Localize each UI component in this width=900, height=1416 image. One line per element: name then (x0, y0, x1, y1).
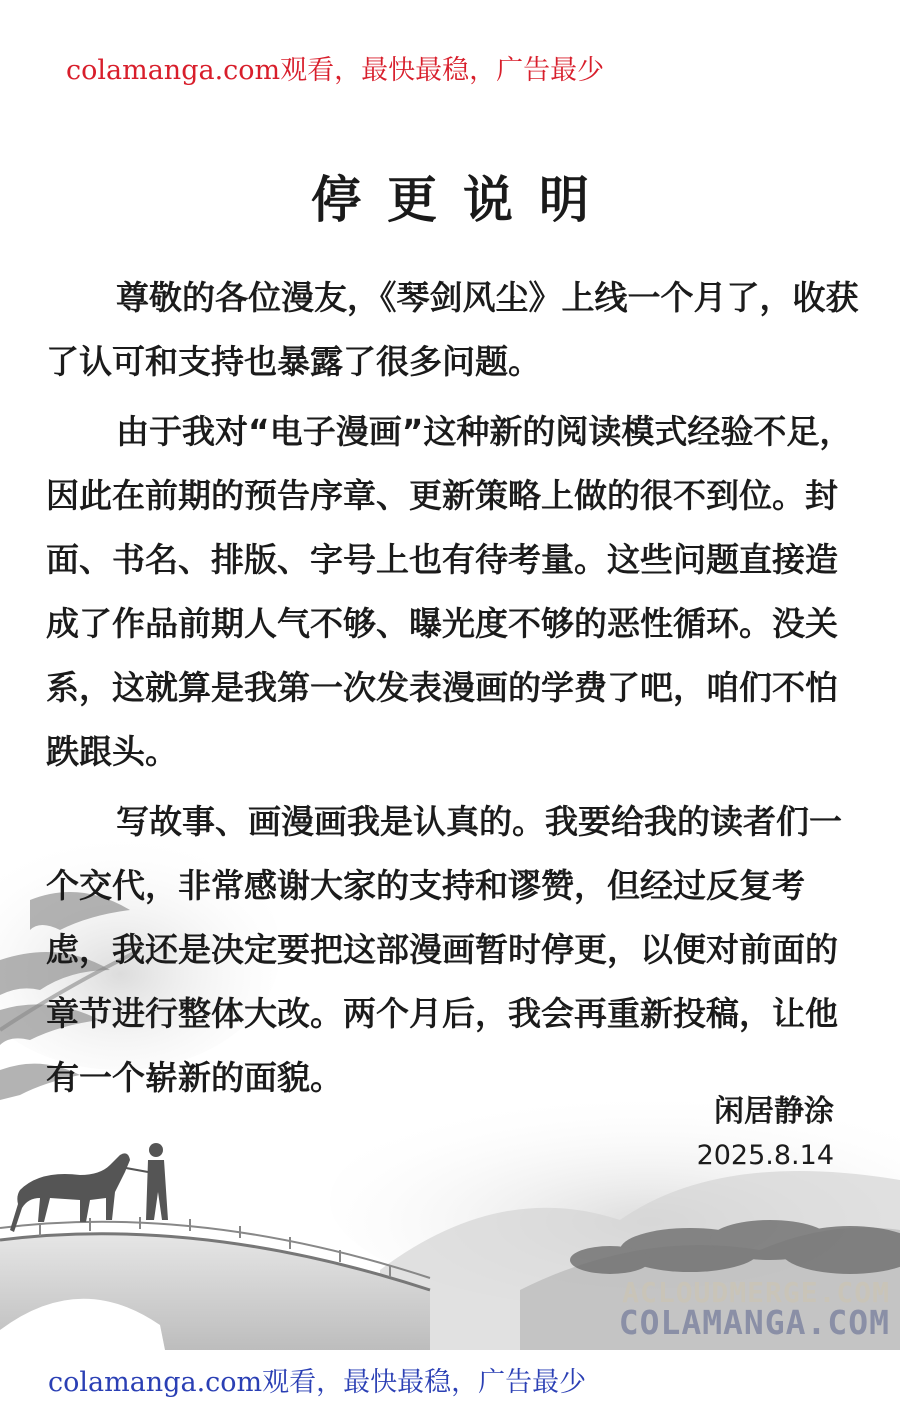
man-silhouette (126, 1143, 168, 1220)
paragraph: 写故事、画漫画我是认真的。我要给我的读者们一个交代，非常感谢大家的支持和谬赞，但经过反复考虑，我还是决定要把这部漫画暂时停更，以便对前面的章节进行整体大改。两个月后，我会再重新投稿，让他有一个崭新的面貌。 (46, 802, 842, 1097)
paragraph: 由于我对“电子漫画”这种新的阅读模式经验不足，因此在前期的预告序章、更新策略上做的很不到位。封面、书名、排版、字号上也有待考量。这些问题直接造成了作品前期人气不够、曝光度不够的恶性循环。没关系，这就算是我第一次发表漫画的学费了吧，咱们不怕跌跟头。 (46, 412, 853, 771)
site-watermark (618, 1276, 890, 1342)
signature-block (697, 1090, 834, 1178)
horse-silhouette (10, 1153, 130, 1232)
page-title: 停更说明 (311, 170, 615, 229)
top-ad-banner[interactable]: colamanga.com观看，最快最稳，广告最少 (66, 55, 605, 86)
bottom-ad-banner[interactable]: colamanga.com观看，最快最稳，广告最少 (48, 1367, 587, 1398)
letter-body (46, 266, 866, 1116)
author-name: 闲居静涂 (714, 1094, 834, 1129)
signature-date: 2025.8.14 (696, 1140, 834, 1171)
watermark-line-1: ACLOUDMERGE.COM (622, 1276, 890, 1309)
watermark-line-2: COLAMANGA.COM (618, 1303, 890, 1342)
paragraph: 尊敬的各位漫友，《琴剑风尘》上线一个月了，收获了认可和支持也暴露了很多问题。 (46, 278, 859, 381)
